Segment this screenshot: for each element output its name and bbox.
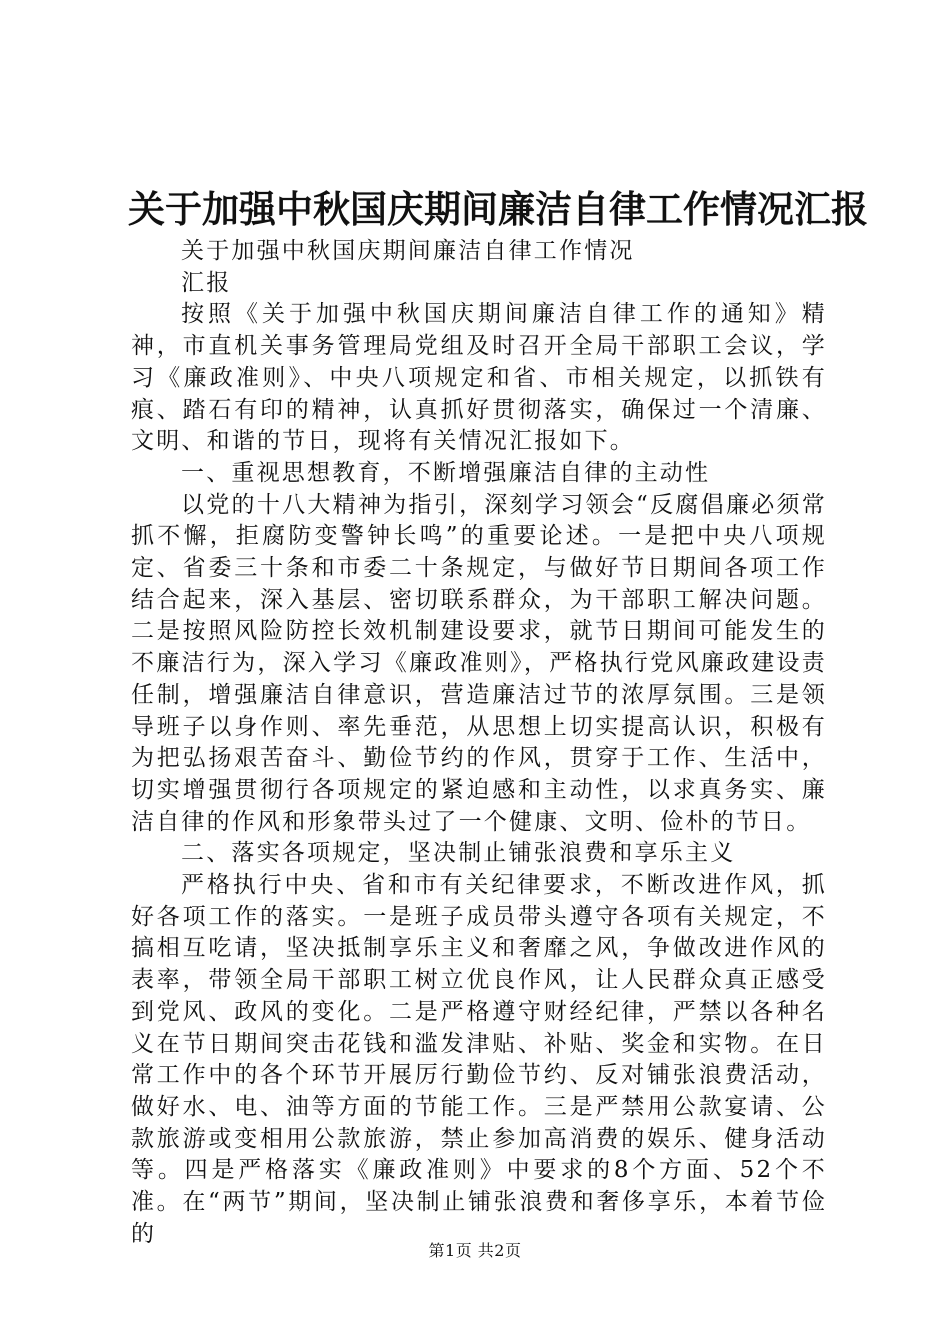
document-body [131,236,827,1251]
section-heading-1: 一、重视思想教育，不断增强廉洁自律的主动性 [181,459,711,486]
subtitle-line-2: 汇报 [181,269,232,296]
paragraph-section-2: 严格执行中央、省和市有关纪律要求，不断改进作风，抓好各项工作的落实。一是班子成员带头遵守各项有关规定，不搞相互吃请，坚决抵制享乐主义和奢靡之风，争做改进作风的表率，带领全局干部职工树立优良作风，让人民群众真正感受到党风、政风的变化。二是严格遵守财经纪律，严禁以各种名义在节日期间突击花钱和滥发津贴、补贴、奖金和实物。在日常工作中的各个环节开展厉行勤俭节约、反对铺张浪费活动，做好水、电、油等方面的节能工作。三是严禁用公款宴请、公款旅游或变相用公款旅游，禁止参加高消费的娱乐、健身活动等。四是严格落实《廉政准则》中要求的8个方面、52个不准。在“两节”期间，坚决制止铺张浪费和奢侈享乐，本着节俭的 [131,872,827,1247]
paragraph-section-1: 以党的十八大精神为指引，深刻学习领会“反腐倡廉必须常抓不懈，拒腐防变警钟长鸣”的重要论述。一是把中央八项规定、省委三十条和市委二十条规定，与做好节日期间各项工作结合起来，深入基层、密切联系群众，为干部职工解决问题。二是按照风险防控长效机制建设要求，就节日期间可能发生的不廉洁行为，深入学习《廉政准则》，严格执行党风廉政建设责任制，增强廉洁自律意识，营造廉洁过节的浓厚氛围。三是领导班子以身作则、率先垂范，从思想上切实提高认识，积极有为把弘扬艰苦奋斗、勤俭节约的作风，贯穿于工作、生活中，切实增强贯彻行各项规定的紧迫感和主动性，以求真务实、廉洁自律的作风和形象带头过了一个健康、文明、俭朴的节日。 [131,491,827,835]
page-footer: 第1页 共2页 [428,1241,522,1260]
subtitle-line-1: 关于加强中秋国庆期间廉洁自律工作情况 [181,238,635,264]
section-heading-2: 二、落实各项规定，坚决制止铺张浪费和享乐主义 [181,840,736,867]
document-title: 关于加强中秋国庆期间廉洁自律工作情况汇报 [128,188,868,231]
paragraph-intro: 按照《关于加强中秋国庆期间廉洁自律工作的通知》精神，市直机关事务管理局党组及时召开全局干部职工会议，学习《廉政准则》、中央八项规定和省、市相关规定，以抓铁有痕、踏石有印的精神，认真抓好贯彻落实，确保过一个清廉、文明、和谐的节日，现将有关情况汇报如下。 [131,301,827,455]
